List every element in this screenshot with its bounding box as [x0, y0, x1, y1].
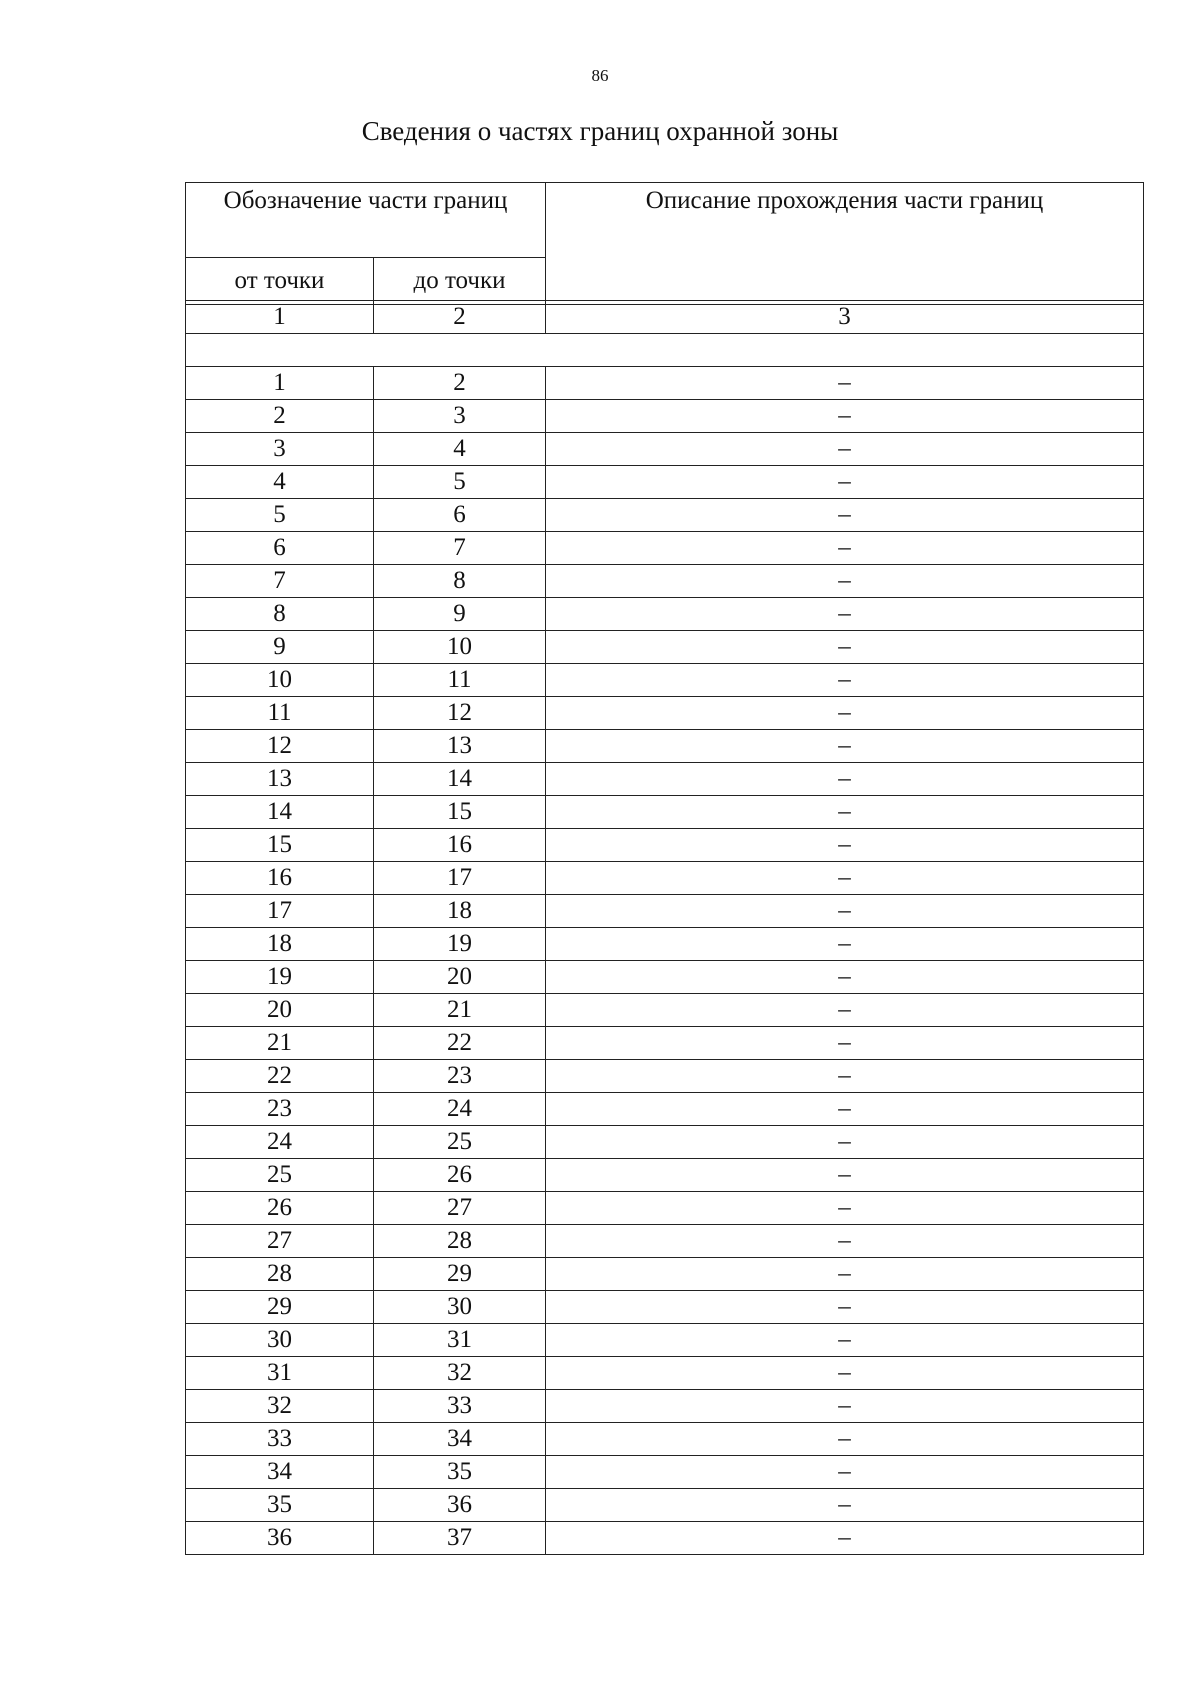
from-point-cell: 12 [186, 730, 374, 763]
from-point-cell: 15 [186, 829, 374, 862]
header-from-point: от точки [186, 258, 374, 305]
to-point-cell: 8 [374, 565, 546, 598]
column-number-row [186, 301, 1144, 334]
table-row [186, 1324, 1144, 1357]
from-point-cell: 10 [186, 664, 374, 697]
to-point-cell: 12 [374, 697, 546, 730]
table-row [186, 862, 1144, 895]
from-point-cell: 35 [186, 1489, 374, 1522]
description-cell: – [546, 1258, 1144, 1291]
table-row [186, 499, 1144, 532]
table-row [186, 1423, 1144, 1456]
to-point-cell: 11 [374, 664, 546, 697]
from-point-cell: 8 [186, 598, 374, 631]
from-point-cell: 18 [186, 928, 374, 961]
from-point-cell: 22 [186, 1060, 374, 1093]
to-point-cell: 31 [374, 1324, 546, 1357]
table-row [186, 367, 1144, 400]
from-point-cell: 26 [186, 1192, 374, 1225]
table-row [186, 1489, 1144, 1522]
from-point-cell: 30 [186, 1324, 374, 1357]
to-point-cell: 23 [374, 1060, 546, 1093]
description-cell: – [546, 1357, 1144, 1390]
from-point-cell: 7 [186, 565, 374, 598]
from-point-cell: 24 [186, 1126, 374, 1159]
description-cell: – [546, 829, 1144, 862]
to-point-cell: 20 [374, 961, 546, 994]
to-point-cell: 35 [374, 1456, 546, 1489]
table-row [186, 697, 1144, 730]
table-row [186, 565, 1144, 598]
from-point-cell: 4 [186, 466, 374, 499]
from-point-cell: 2 [186, 400, 374, 433]
table-row [186, 1456, 1144, 1489]
to-point-cell: 19 [374, 928, 546, 961]
to-point-cell: 22 [374, 1027, 546, 1060]
from-point-cell: 11 [186, 697, 374, 730]
description-cell: – [546, 730, 1144, 763]
to-point-cell: 14 [374, 763, 546, 796]
from-point-cell: 36 [186, 1522, 374, 1555]
description-cell: – [546, 598, 1144, 631]
description-cell: – [546, 631, 1144, 664]
to-point-cell: 7 [374, 532, 546, 565]
description-cell: – [546, 928, 1144, 961]
from-point-cell: 21 [186, 1027, 374, 1060]
description-cell: – [546, 532, 1144, 565]
section-label [186, 334, 1144, 367]
from-point-cell: 23 [186, 1093, 374, 1126]
to-point-cell: 28 [374, 1225, 546, 1258]
from-point-cell: 25 [186, 1159, 374, 1192]
description-cell: – [546, 1522, 1144, 1555]
from-point-cell: 34 [186, 1456, 374, 1489]
table-row [186, 994, 1144, 1027]
from-point-cell: 20 [186, 994, 374, 1027]
table-row [186, 1159, 1144, 1192]
from-point-cell: 14 [186, 796, 374, 829]
table-row [186, 730, 1144, 763]
table-row [186, 1126, 1144, 1159]
to-point-cell: 29 [374, 1258, 546, 1291]
description-cell: – [546, 1027, 1144, 1060]
table-row [186, 1027, 1144, 1060]
to-point-cell: 24 [374, 1093, 546, 1126]
boundary-parts-table [185, 300, 1144, 1555]
table-row [186, 1225, 1144, 1258]
to-point-cell: 5 [374, 466, 546, 499]
to-point-cell: 3 [374, 400, 546, 433]
from-point-cell: 31 [186, 1357, 374, 1390]
column-number: 1 [186, 301, 374, 334]
table-row [186, 928, 1144, 961]
to-point-cell: 37 [374, 1522, 546, 1555]
column-number: 3 [546, 301, 1144, 334]
to-point-cell: 34 [374, 1423, 546, 1456]
description-cell: – [546, 796, 1144, 829]
to-point-cell: 36 [374, 1489, 546, 1522]
to-point-cell: 30 [374, 1291, 546, 1324]
table-row [186, 1060, 1144, 1093]
table-row [186, 1192, 1144, 1225]
to-point-cell: 21 [374, 994, 546, 1027]
to-point-cell: 16 [374, 829, 546, 862]
table-row [186, 400, 1144, 433]
from-point-cell: 3 [186, 433, 374, 466]
table-row [186, 1357, 1144, 1390]
description-cell: – [546, 433, 1144, 466]
from-point-cell: 33 [186, 1423, 374, 1456]
table-row [186, 532, 1144, 565]
from-point-cell: 17 [186, 895, 374, 928]
from-point-cell: 19 [186, 961, 374, 994]
table-row [186, 961, 1144, 994]
table-row [186, 433, 1144, 466]
table-row [186, 763, 1144, 796]
description-cell: – [546, 1192, 1144, 1225]
to-point-cell: 9 [374, 598, 546, 631]
description-cell: – [546, 367, 1144, 400]
description-cell: – [546, 499, 1144, 532]
description-cell: – [546, 994, 1144, 1027]
description-cell: – [546, 1126, 1144, 1159]
document-title: Сведения о частях границ охранной зоны [361, 116, 839, 146]
description-cell: – [546, 1060, 1144, 1093]
description-cell: – [546, 1390, 1144, 1423]
from-point-cell: 28 [186, 1258, 374, 1291]
description-cell: – [546, 862, 1144, 895]
description-cell: – [546, 565, 1144, 598]
description-cell: – [546, 1456, 1144, 1489]
header-boundary-designation: Обозначение части границ [186, 183, 546, 258]
section-row [186, 334, 1144, 367]
table-row [186, 1522, 1144, 1555]
table-row [186, 829, 1144, 862]
to-point-cell: 25 [374, 1126, 546, 1159]
table-row [186, 1258, 1144, 1291]
description-cell: – [546, 466, 1144, 499]
to-point-cell: 32 [374, 1357, 546, 1390]
header-to-point: до точки [374, 258, 546, 305]
description-cell: – [546, 763, 1144, 796]
from-point-cell: 1 [186, 367, 374, 400]
from-point-cell: 16 [186, 862, 374, 895]
description-cell: – [546, 697, 1144, 730]
to-point-cell: 13 [374, 730, 546, 763]
from-point-cell: 29 [186, 1291, 374, 1324]
page-number: 86 [591, 66, 609, 85]
description-cell: – [546, 1423, 1144, 1456]
to-point-cell: 15 [374, 796, 546, 829]
to-point-cell: 6 [374, 499, 546, 532]
from-point-cell: 32 [186, 1390, 374, 1423]
from-point-cell: 6 [186, 532, 374, 565]
from-point-cell: 9 [186, 631, 374, 664]
from-point-cell: 27 [186, 1225, 374, 1258]
description-cell: – [546, 1291, 1144, 1324]
description-cell: – [546, 895, 1144, 928]
table-row [186, 664, 1144, 697]
table-row [186, 598, 1144, 631]
table-header [185, 182, 1144, 305]
table-row [186, 631, 1144, 664]
description-cell: – [546, 961, 1144, 994]
table-row [186, 1291, 1144, 1324]
description-cell: – [546, 1324, 1144, 1357]
to-point-cell: 17 [374, 862, 546, 895]
description-cell: – [546, 1093, 1144, 1126]
description-cell: – [546, 1489, 1144, 1522]
table-row [186, 796, 1144, 829]
to-point-cell: 33 [374, 1390, 546, 1423]
table-row [186, 1093, 1144, 1126]
header-boundary-description: Описание прохождения части границ [546, 183, 1144, 305]
table-row [186, 895, 1144, 928]
description-cell: – [546, 664, 1144, 697]
from-point-cell: 13 [186, 763, 374, 796]
to-point-cell: 4 [374, 433, 546, 466]
table-row [186, 1390, 1144, 1423]
from-point-cell: 5 [186, 499, 374, 532]
to-point-cell: 10 [374, 631, 546, 664]
column-number: 2 [374, 301, 546, 334]
description-cell: – [546, 1225, 1144, 1258]
description-cell: – [546, 1159, 1144, 1192]
to-point-cell: 27 [374, 1192, 546, 1225]
to-point-cell: 2 [374, 367, 546, 400]
description-cell: – [546, 400, 1144, 433]
to-point-cell: 18 [374, 895, 546, 928]
table-row [186, 466, 1144, 499]
to-point-cell: 26 [374, 1159, 546, 1192]
